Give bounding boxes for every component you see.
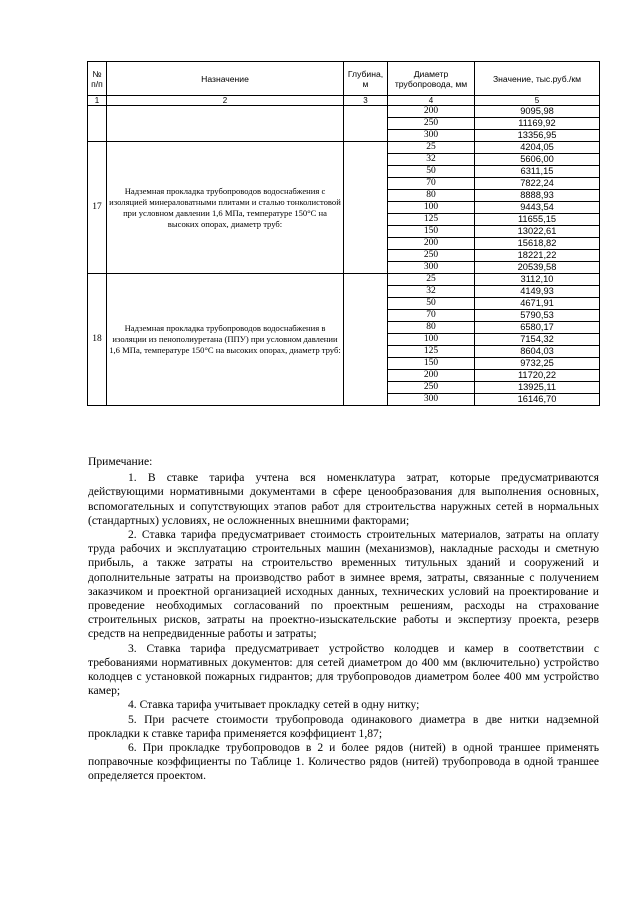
diameter-cell: 300 xyxy=(388,130,475,142)
notes-title: Примечание: xyxy=(88,455,153,468)
value-cell: 11655,15 xyxy=(475,214,600,226)
note-item: 1. В ставке тарифа учтена вся номенклатура затрат, которые предусматриваются действующими нормативными документами в сфере ценообразования для выполнения основных, вспомогательных и сопутствующих этапов работ для строительства наружных сетей в нормальных (стандартных) условиях, не осложненных внешними факторами; xyxy=(88,471,599,527)
tariff-table xyxy=(87,61,600,406)
value-cell: 7154,32 xyxy=(475,334,600,346)
diameter-cell: 150 xyxy=(388,358,475,370)
note-item: 4. Ставка тарифа учитывает прокладку сетей в одну нитку; xyxy=(128,698,420,712)
row-depth xyxy=(344,142,388,274)
row-depth xyxy=(344,274,388,406)
row-description: Надземная прокладка трубопроводов водоснабжения в изоляции из пенополиуретана (ППУ) при условном давлении 1,6 МПа, температуре 150°С на высоких опорах, диаметр труб: xyxy=(107,274,344,406)
value-cell: 5790,53 xyxy=(475,310,600,322)
diameter-cell: 70 xyxy=(388,178,475,190)
value-cell: 16146,70 xyxy=(475,394,600,406)
row-description xyxy=(107,106,344,142)
value-cell: 7822,24 xyxy=(475,178,600,190)
diameter-cell: 32 xyxy=(388,286,475,298)
row-index: 18 xyxy=(88,274,107,406)
value-cell: 11169,92 xyxy=(475,118,600,130)
column-number: 1 xyxy=(88,96,107,106)
diameter-cell: 100 xyxy=(388,202,475,214)
diameter-cell: 200 xyxy=(388,370,475,382)
value-cell: 11720,22 xyxy=(475,370,600,382)
diameter-cell: 200 xyxy=(388,106,475,118)
value-cell: 15618,82 xyxy=(475,238,600,250)
table-row xyxy=(88,142,600,154)
row-index: 17 xyxy=(88,142,107,274)
value-cell: 18221,22 xyxy=(475,250,600,262)
value-cell: 9095,98 xyxy=(475,106,600,118)
value-cell: 4671,91 xyxy=(475,298,600,310)
diameter-cell: 200 xyxy=(388,238,475,250)
header-purpose: Назначение xyxy=(107,62,344,96)
diameter-cell: 125 xyxy=(388,346,475,358)
diameter-cell: 250 xyxy=(388,250,475,262)
value-cell: 9732,25 xyxy=(475,358,600,370)
note-item: 3. Ставка тарифа предусматривает устройство колодцев и камер в соответствии с требованиями нормативных документов: для сетей диаметром до 400 мм (включительно) устройство колодцев с установкой пожарных гидрантов; для трубопроводов диаметром более 400 мм устройство камер; xyxy=(88,641,599,698)
diameter-cell: 80 xyxy=(388,322,475,334)
header-value: Значение, тыс.руб./км xyxy=(475,62,600,96)
header-diameter: Диаметр трубопровода, мм xyxy=(388,62,475,96)
row-depth xyxy=(344,106,388,142)
diameter-cell: 32 xyxy=(388,154,475,166)
header-num: № п/п xyxy=(88,62,107,96)
diameter-cell: 80 xyxy=(388,190,475,202)
diameter-cell: 300 xyxy=(388,394,475,406)
note-item: 5. При расчете стоимости трубопровода одинакового диаметра в две нитки надземной прокладки к ставке тарифа применяется коэффициент 1,87; xyxy=(88,712,599,740)
value-cell: 5606,00 xyxy=(475,154,600,166)
value-cell: 13022,61 xyxy=(475,226,600,238)
diameter-cell: 25 xyxy=(388,274,475,286)
note-item: 2. Ставка тарифа предусматривает стоимость строительных материалов, затраты на оплату труда рабочих и эксплуатацию строительных машин (механизмов), накладные расходы и сметную прибыль, а также затраты на строительство временных титульных зданий и сооружений и дополнительные затраты на производство работ в зимнее время, затраты, связанные с получением заказчиком и проектной организацией исходных данных, технических условий на проектирование и проведение необходимых согласований по проектным решениям, расходы на страхование строительных рисков, затраты на проектно-изыскательские работы и экспертизу проекта, резерв средств на непредвиденные работы и затраты; xyxy=(88,528,599,641)
notes-section xyxy=(88,455,599,784)
value-cell: 4149,93 xyxy=(475,286,600,298)
value-cell: 9443,54 xyxy=(475,202,600,214)
header-row xyxy=(88,62,600,96)
diameter-cell: 300 xyxy=(388,262,475,274)
table-row xyxy=(88,274,600,286)
column-number: 3 xyxy=(344,96,388,106)
diameter-cell: 100 xyxy=(388,334,475,346)
value-cell: 8604,03 xyxy=(475,346,600,358)
value-cell: 20539,58 xyxy=(475,262,600,274)
diameter-cell: 50 xyxy=(388,298,475,310)
header-depth: Глубина, м xyxy=(344,62,388,96)
diameter-cell: 70 xyxy=(388,310,475,322)
value-cell: 13356,95 xyxy=(475,130,600,142)
value-cell: 8888,93 xyxy=(475,190,600,202)
column-number: 2 xyxy=(107,96,344,106)
column-number: 4 xyxy=(388,96,475,106)
diameter-cell: 25 xyxy=(388,142,475,154)
row-index xyxy=(88,106,107,142)
column-number-row xyxy=(88,96,600,106)
note-item: 6. При прокладке трубопроводов в 2 и более рядов (нитей) в одной траншее применять поправочные коэффициенты по Таблице 1. Количество рядов (нитей) трубопровода в одной траншее определяется проектом. xyxy=(88,741,599,783)
notes-list xyxy=(88,471,599,783)
value-cell: 4204,05 xyxy=(475,142,600,154)
row-description: Надземная прокладка трубопроводов водоснабжения с изоляцией минераловатными плитами и сталью тонколистовой при условном давлении 1,6 МПа, температуре 150°С на высоких опорах, диаметр труб: xyxy=(107,142,344,274)
diameter-cell: 250 xyxy=(388,118,475,130)
diameter-cell: 250 xyxy=(388,382,475,394)
diameter-cell: 50 xyxy=(388,166,475,178)
diameter-cell: 150 xyxy=(388,226,475,238)
column-number: 5 xyxy=(475,96,600,106)
diameter-cell: 125 xyxy=(388,214,475,226)
value-cell: 3112,10 xyxy=(475,274,600,286)
value-cell: 13925,11 xyxy=(475,382,600,394)
table-body xyxy=(88,106,600,406)
value-cell: 6311,15 xyxy=(475,166,600,178)
value-cell: 6580,17 xyxy=(475,322,600,334)
table-row xyxy=(88,106,600,118)
